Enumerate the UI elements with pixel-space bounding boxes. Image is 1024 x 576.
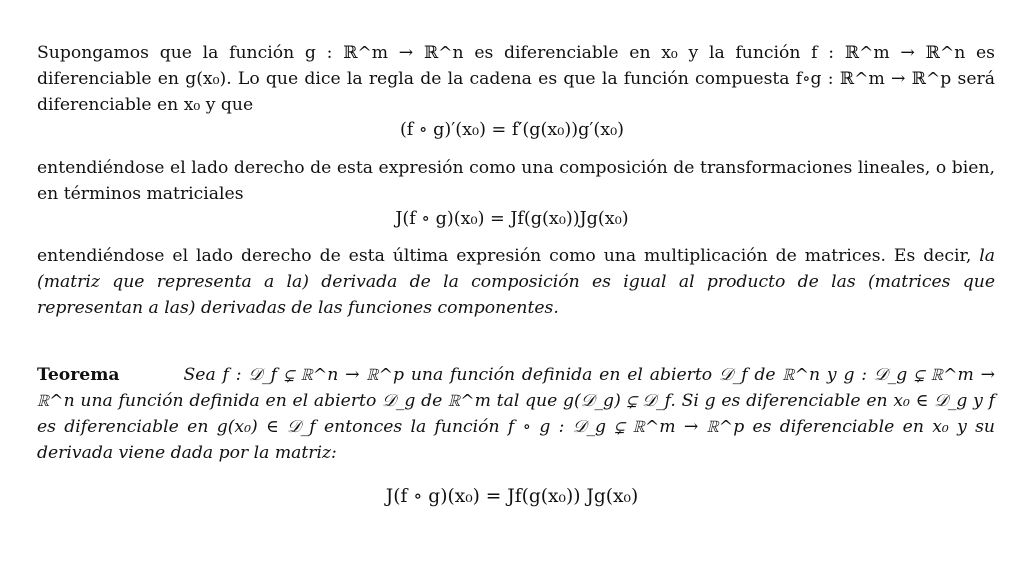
theorem-heading: Teorema <box>37 365 120 385</box>
matrix-product-plain-text: entendiéndose el lado derecho de esta última expresión como una multiplicación de matrices. Es decir, <box>37 246 972 266</box>
matrix-product-paragraph <box>37 243 995 321</box>
linear-transformations-paragraph: entendiéndose el lado derecho de esta expresión como una composición de transformaciones lineales, o bien, en términos matriciales <box>37 158 995 204</box>
intro-paragraph: Supongamos que la función g : ℝ^m → ℝ^n es diferenciable en x₀ y la función f : ℝ^m → ℝ^n es diferenciable en g(x₀). Lo que dice la regla de la cadena es que la función compuesta f∘g : ℝ^m → ℝ^p será diferenciable en x₀ y que <box>37 43 995 115</box>
matrix-product-italic-text: la (matriz que representa a la) derivada de la composición es igual al producto de las (matrices que representan a las) derivadas de las funciones componentes. <box>37 246 995 318</box>
chain-rule-equation: (f ∘ g)′(x₀) = f′(g(x₀))g′(x₀) <box>399 120 625 140</box>
theorem-equation: J(f ∘ g)(x₀) = Jf(g(x₀)) Jg(x₀) <box>385 486 639 507</box>
theorem-block <box>37 362 995 466</box>
theorem-body: Sea f : 𝒟_f ⊊ ℝ^n → ℝ^p una función definida en el abierto 𝒟_f de ℝ^n y g : 𝒟_g ⊊ ℝ^m → ℝ^n una función definida en el abierto 𝒟_g de ℝ^m tal que g(𝒟_g) ⊊ 𝒟_f. Si g es diferenciable en x₀ ∈ 𝒟_g y f es diferenciable en g(x₀) ∈ 𝒟_f entonces la función f ∘ g : 𝒟_g ⊊ ℝ^m → ℝ^p es diferenciable en x₀ y su derivada viene dada por la matriz: <box>37 365 995 463</box>
jacobian-equation: J(f ∘ g)(x₀) = Jf(g(x₀))Jg(x₀) <box>395 209 629 229</box>
